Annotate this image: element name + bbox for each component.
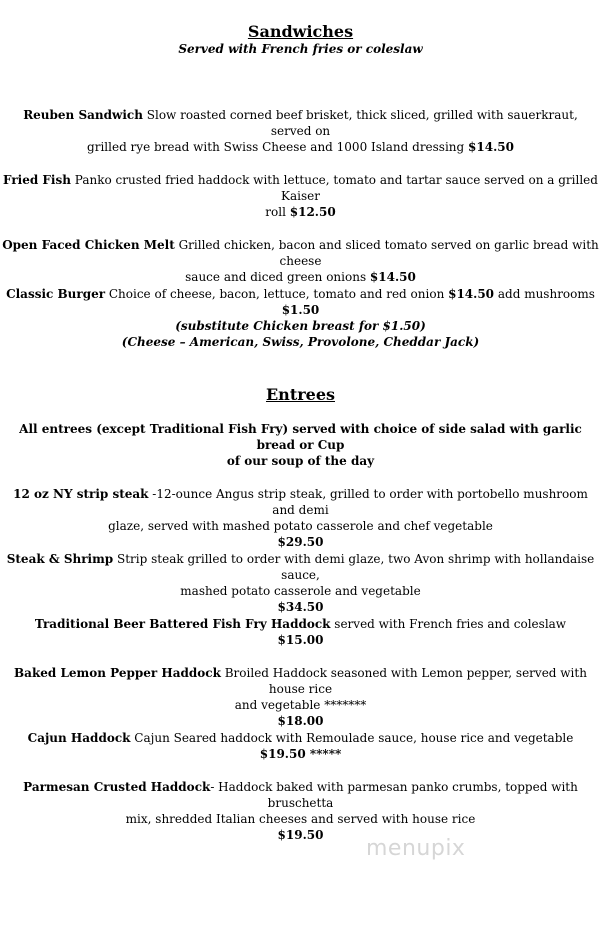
entrees-intro-line2: of our soup of the day	[226, 454, 375, 468]
item-name: 12 oz NY strip steak	[13, 487, 149, 501]
item-price: $14.50	[369, 270, 416, 284]
item-description: -12-ounce Angus strip steak, grilled to order with portobello mushroom and demi	[148, 487, 588, 517]
item-name: Fried Fish	[3, 173, 71, 187]
item-description: Panko crusted fried haddock with lettuce, tomato and tartar sauce served on a grilled Kaiser	[70, 173, 598, 203]
menu-item-chicken-melt	[2, 237, 599, 285]
sandwiches-title: Sandwiches	[247, 22, 354, 41]
item-price: $29.50	[277, 535, 324, 549]
menu-item-cajun-haddock	[2, 730, 599, 762]
item-name: Baked Lemon Pepper Haddock	[14, 666, 221, 680]
item-price: $18.00	[277, 714, 324, 728]
item-name: Cajun Haddock	[27, 731, 131, 745]
item-price: $15.00	[277, 633, 324, 647]
item-description: glaze, served with mashed potato casserole and chef vegetable	[108, 519, 493, 533]
item-description: grilled rye bread with Swiss Cheese and 1000 Island dressing	[87, 140, 469, 154]
item-price: $14.50	[468, 140, 514, 154]
sandwiches-subtitle: Served with French fries or coleslaw	[178, 42, 423, 56]
item-price: $14.50	[448, 287, 495, 301]
item-price: $34.50	[277, 600, 324, 614]
item-description: Slow roasted corned beef brisket, thick sliced, grilled with sauerkraut, served on	[142, 108, 578, 138]
item-name: Traditional Beer Battered Fish Fry Haddock	[34, 617, 331, 631]
item-price: $12.50	[289, 205, 336, 219]
item-name: Open Faced Chicken Melt	[2, 238, 175, 252]
item-description: roll	[265, 205, 290, 219]
addon-price: $1.50	[281, 303, 320, 317]
menu-item-classic-burger	[2, 286, 599, 350]
menu-item-strip-steak	[2, 486, 599, 550]
item-name: Parmesan Crusted Haddock	[23, 780, 211, 794]
item-description: mashed potato casserole and vegetable	[180, 584, 421, 598]
item-name: Classic Burger	[6, 287, 106, 301]
item-stars: *****	[305, 747, 342, 761]
menu-item-fish-fry	[2, 616, 599, 648]
item-description: Strip steak grilled to order with demi glaze, two Avon shrimp with hollandaise sauce,	[113, 552, 595, 582]
item-description: Broiled Haddock seasoned with Lemon pepper, served with house rice	[220, 666, 587, 696]
item-description: served with French fries and coleslaw	[330, 617, 567, 631]
item-price: $19.50	[277, 828, 324, 842]
menu-item-steak-shrimp	[2, 551, 599, 615]
menupix-watermark: menupix	[366, 836, 466, 861]
menu-item-fried-fish	[2, 172, 599, 220]
item-note-substitute: (substitute Chicken breast for $1.50)	[175, 319, 426, 333]
item-description: and vegetable *******	[234, 698, 367, 712]
item-addon: add mushrooms	[494, 287, 595, 301]
entrees-title: Entrees	[265, 385, 335, 404]
item-note-cheese: (Cheese – American, Swiss, Provolone, Cheddar Jack)	[121, 335, 480, 349]
item-description: - Haddock baked with parmesan panko crumbs, topped with bruschetta	[210, 780, 578, 810]
item-description: Grilled chicken, bacon and sliced tomato served on garlic bread with cheese	[174, 238, 599, 268]
item-description: mix, shredded Italian cheeses and served with house rice	[125, 812, 476, 826]
item-name: Steak & Shrimp	[6, 552, 114, 566]
entrees-intro	[2, 421, 599, 469]
item-name: Reuben Sandwich	[23, 108, 143, 122]
item-description: sauce and diced green onions	[185, 270, 370, 284]
item-price: $19.50	[259, 747, 306, 761]
item-description: Choice of cheese, bacon, lettuce, tomato and red onion	[105, 287, 449, 301]
menu-item-reuben	[2, 107, 599, 155]
item-description: Cajun Seared haddock with Remoulade sauce, house rice and vegetable	[130, 731, 574, 745]
menu-item-parmesan-haddock	[2, 779, 599, 843]
menu-item-lemon-pepper-haddock	[2, 665, 599, 729]
entrees-intro-line1: All entrees (except Traditional Fish Fry) served with choice of side salad with garlic bread or Cup	[19, 422, 582, 452]
